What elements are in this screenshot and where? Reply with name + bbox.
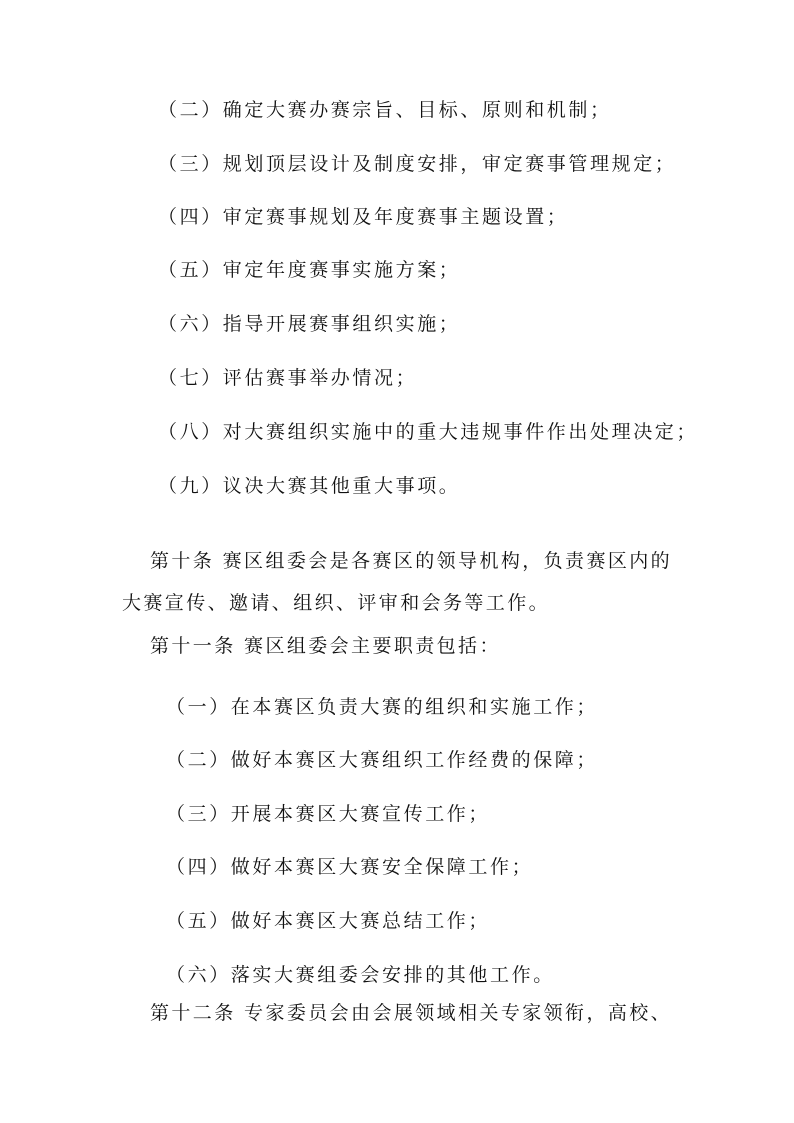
article-11-heading: 第十一条 赛区组委会主要职责包括： bbox=[150, 635, 501, 657]
list-two-item-6: （六）落实大赛组委会安排的其他工作。 bbox=[166, 964, 555, 986]
list-two-item-1: （一）在本赛区负责大赛的组织和实施工作； bbox=[166, 696, 599, 718]
list-two-item-5: （五）做好本赛区大赛总结工作； bbox=[166, 910, 491, 932]
list-one-item-9: （九）议决大赛其他重大事项。 bbox=[158, 475, 461, 497]
list-one-item-7: （七）评估赛事举办情况； bbox=[158, 367, 418, 389]
article-10-line-2: 大赛宣传、邀请、组织、评审和会务等工作。 bbox=[122, 592, 551, 614]
list-one-item-4: （四）审定赛事规划及年度赛事主题设置； bbox=[158, 206, 569, 228]
list-two-item-2: （二）做好本赛区大赛组织工作经费的保障； bbox=[166, 749, 599, 771]
list-one-item-8: （八）对大赛组织实施中的重大违规事件作出处理决定； bbox=[158, 421, 699, 443]
list-two-item-4: （四）做好本赛区大赛安全保障工作； bbox=[166, 856, 534, 878]
list-one-item-2: （二）确定大赛办赛宗旨、目标、原则和机制； bbox=[158, 99, 612, 121]
article-12-line-1: 第十二条 专家委员会由会展领域相关专家领衔，高校、 bbox=[150, 1002, 673, 1024]
article-10-line-1: 第十条 赛区组委会是各赛区的领导机构，负责赛区内的 bbox=[150, 550, 673, 572]
list-one-item-5: （五）审定年度赛事实施方案； bbox=[158, 259, 461, 281]
list-one-item-6: （六）指导开展赛事组织实施； bbox=[158, 313, 461, 335]
list-two-item-3: （三）开展本赛区大赛宣传工作； bbox=[166, 803, 491, 825]
list-one-item-3: （三）规划顶层设计及制度安排，审定赛事管理规定； bbox=[158, 153, 677, 175]
